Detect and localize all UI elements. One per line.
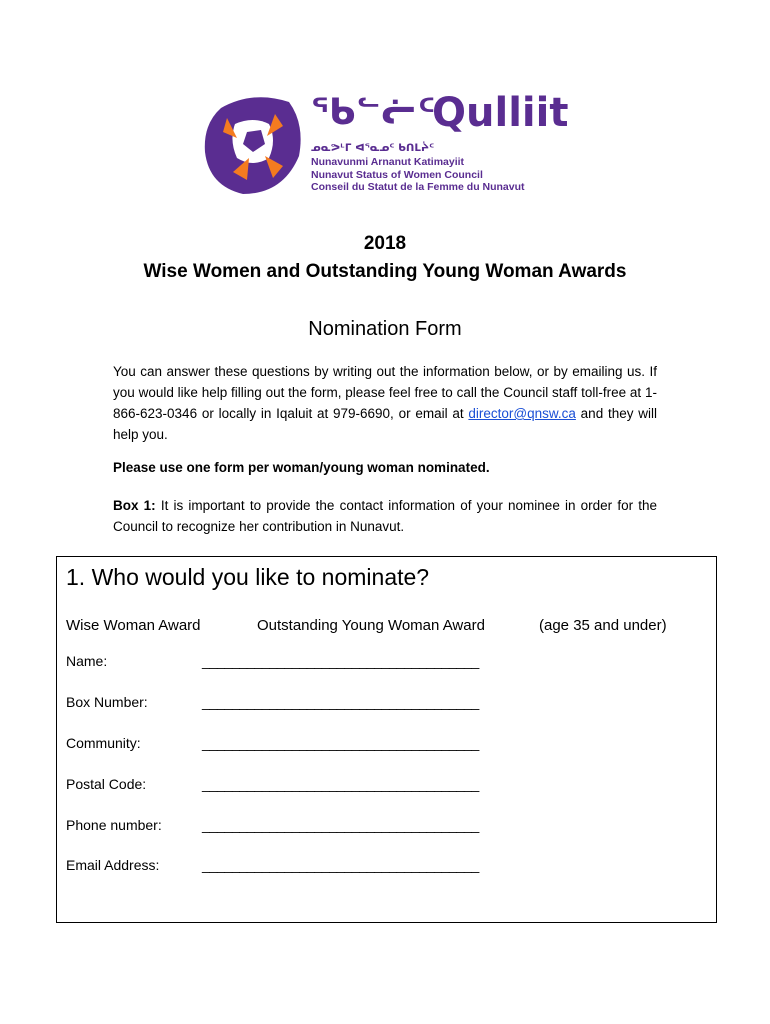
- box1-paragraph: [113, 495, 657, 537]
- form-subtitle: Nomination Form: [308, 318, 462, 340]
- box-number-input-line[interactable]: _____________________________________: [202, 694, 479, 710]
- qulliit-lamp-icon: [203, 94, 303, 194]
- intro-text: You can answer these questions by writing out the information below, or by emailing us. If you would like help filling out the form, please feel free to call the Council staff toll-free at 1-866-623-0346 or locally in Iqaluit at 979-6690, or email at: [113, 364, 657, 421]
- logo-syllabics-text: ᖃᓪᓖᑦ: [311, 92, 437, 133]
- community-label: Community:: [66, 735, 141, 751]
- phone-number-input-line[interactable]: _____________________________________: [202, 817, 479, 833]
- phone-number-label: Phone number:: [66, 817, 162, 833]
- box-number-label: Box Number:: [66, 694, 148, 710]
- postal-code-field: [66, 776, 706, 798]
- nominee-form-box: [56, 556, 717, 923]
- intro-paragraph: [113, 361, 657, 445]
- email-address-label: Email Address:: [66, 857, 160, 873]
- intro-text-end: and they will help you.: [113, 406, 658, 442]
- instruction-note: Please use one form per woman/young woman nominated.: [113, 460, 490, 475]
- postal-code-label: Postal Code:: [66, 776, 147, 792]
- logo-line-inuinnaqtun: Nunavunmi Arnanut Katimayiit: [311, 156, 465, 168]
- logo-line-inuktitut: ᓄᓇᕗᒻᒥ ᐊᕐᓇᓄᑦ ᑲᑎᒪᔩᑦ: [311, 142, 435, 154]
- form-section-title: 1. Who would you like to nominate?: [66, 564, 430, 590]
- community-input-line[interactable]: _____________________________________: [202, 735, 479, 751]
- award-option-young-woman[interactable]: Outstanding Young Woman Award: [257, 617, 485, 634]
- email-link[interactable]: director@qnsw.ca: [468, 406, 576, 421]
- award-age-note: (age 35 and under): [539, 617, 667, 634]
- logo-line-french: Conseil du Statut de la Femme du Nunavut: [311, 181, 525, 193]
- name-field: [66, 653, 706, 675]
- postal-code-input-line[interactable]: _____________________________________: [202, 776, 479, 792]
- email-address-field: [66, 857, 706, 879]
- phone-number-field: [66, 817, 706, 839]
- page-title: Wise Women and Outstanding Young Woman Awards: [143, 261, 627, 282]
- name-input-line[interactable]: _____________________________________: [202, 653, 479, 669]
- award-year: 2018: [363, 233, 407, 254]
- organization-logo: [203, 90, 569, 202]
- email-address-input-line[interactable]: _____________________________________: [202, 857, 479, 873]
- award-option-wise-woman[interactable]: Wise Woman Award: [66, 617, 201, 634]
- logo-line-english: Nunavut Status of Women Council: [311, 169, 483, 181]
- box-number-field: [66, 694, 706, 716]
- box1-text: It is important to provide the contact information of your nominee in order for the Council to recognize her contribution in Nunavut.: [113, 498, 657, 534]
- box1-label: Box 1:: [113, 498, 156, 513]
- name-label: Name:: [66, 653, 108, 669]
- logo-wordmark: Qulliit: [432, 90, 569, 136]
- community-field: [66, 735, 706, 757]
